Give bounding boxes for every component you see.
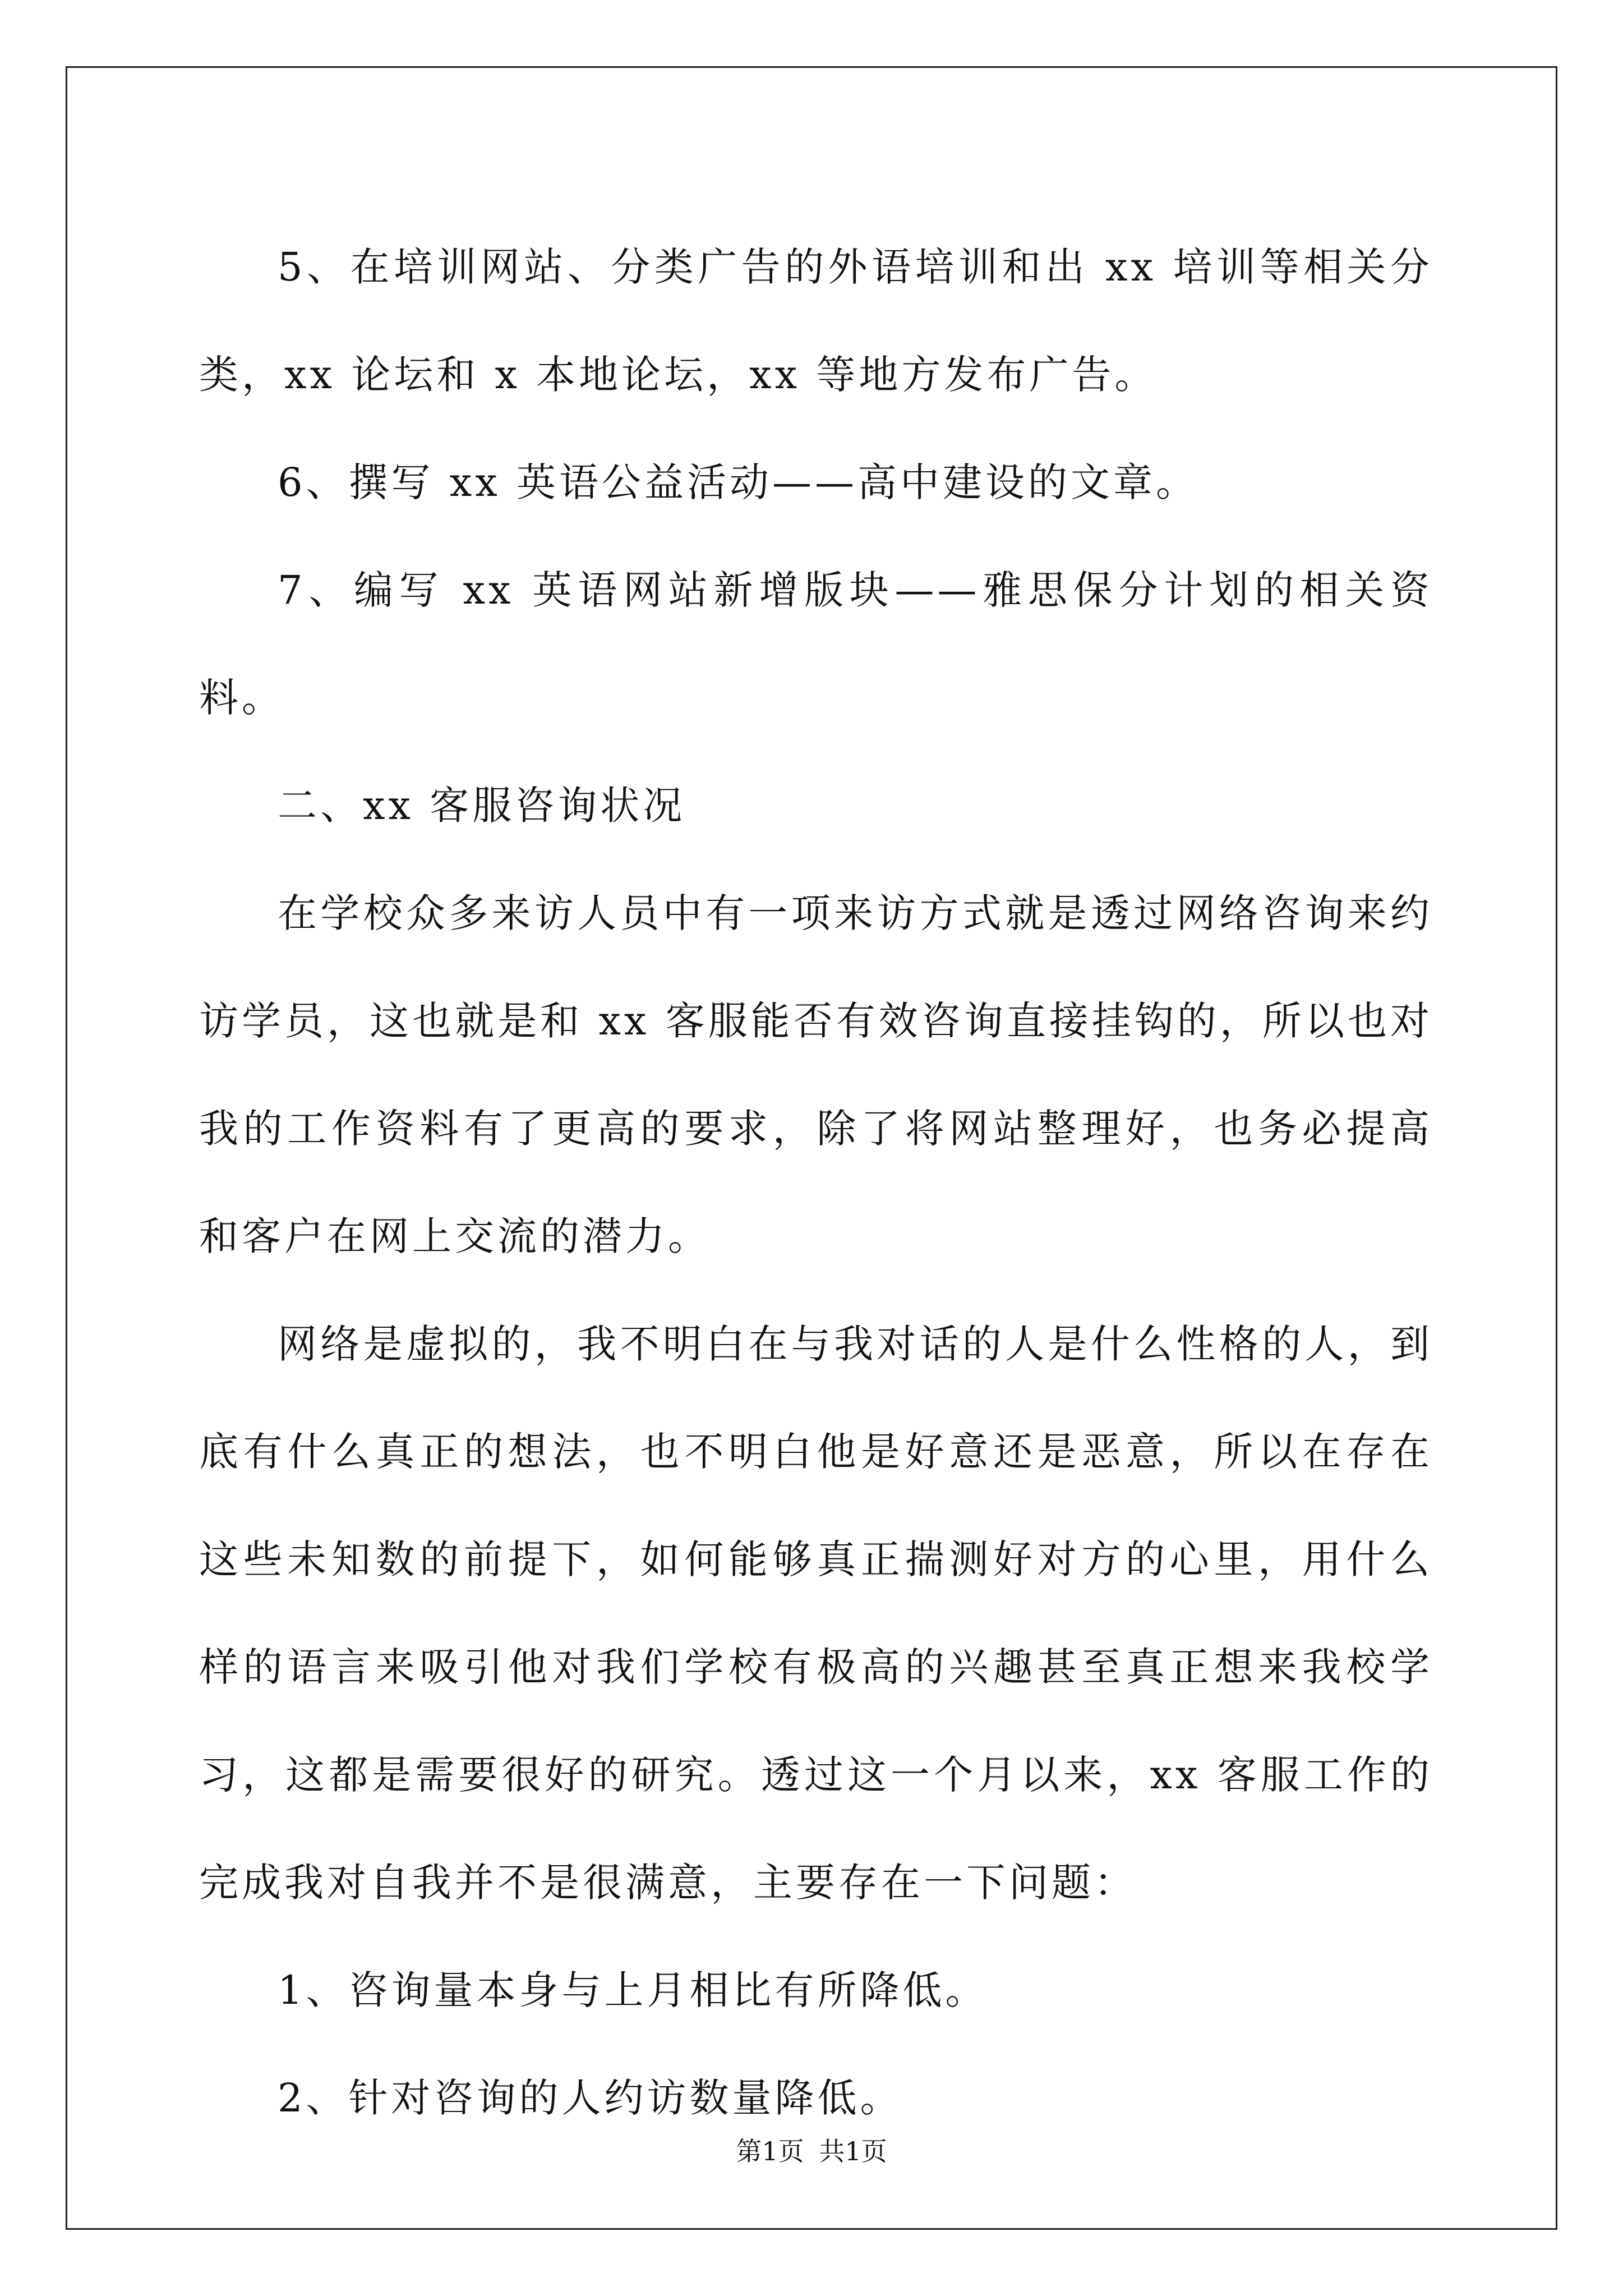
paragraph-item-5: 5、在培训网站、分类广告的外语培训和出 xx 培训等相关分类，xx 论坛和 x 本地论坛，xx 等地方发布广告。 xyxy=(199,244,1433,398)
section-heading: 二、xx 客服咨询状况 xyxy=(278,783,686,829)
page-number: 第1页 xyxy=(736,2136,804,2166)
document-body xyxy=(199,213,1433,2152)
problem-item-2: 2、针对咨询的人约访数量降低。 xyxy=(278,2075,903,2121)
paragraph-item-7: 7、编写 xx 英语网站新增版块——雅思保分计划的相关资料。 xyxy=(199,567,1433,721)
paragraph-analysis: 网络是虚拟的，我不明白在与我对话的人是什么性格的人，到底有什么真正的想法，也不明白他是好意还是恶意，所以在存在这些未知数的前提下，如何能够真正揣测好对方的心里，用什么样的语言来吸引他对我们学校有极高的兴趣甚至真正想来我校学习，这都是需要很好的研究。透过这一个月以来，xx 客服工作的完成我对自我并不是很满意，主要存在一下问题： xyxy=(199,1321,1433,1906)
page-total: 共1页 xyxy=(819,2136,887,2166)
paragraph-intro: 在学校众多来访人员中有一项来访方式就是透过网络咨询来约访学员，这也就是和 xx 客服能否有效咨询直接挂钩的，所以也对我的工作资料有了更高的要求，除了将网站整理好，也务必提高和客户在网上交流的潜力。 xyxy=(199,890,1433,1259)
paragraph-item-6: 6、撰写 xx 英语公益活动——高中建设的文章。 xyxy=(278,459,1198,505)
problem-item-1: 1、咨询量本身与上月相比有所降低。 xyxy=(278,1967,988,2013)
page-footer xyxy=(0,2134,1623,2168)
